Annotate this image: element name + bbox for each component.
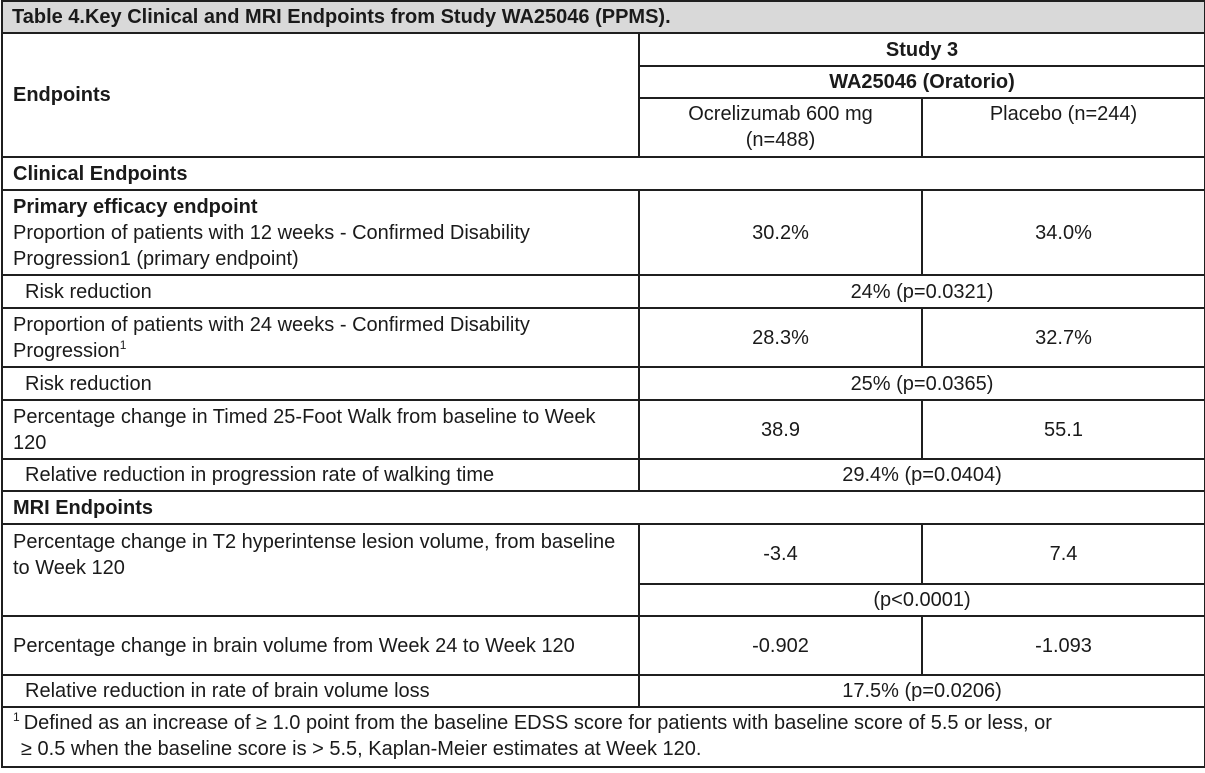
mri-section-heading: MRI Endpoints [2, 491, 1205, 524]
cdp12-ocrelizumab-value: 30.2% [639, 190, 922, 275]
t2-p-value: (p<0.0001) [639, 584, 1205, 616]
cdp24-label: Proportion of patients with 24 weeks - Confirmed Disability Progression [13, 313, 530, 362]
cdp24-ocrelizumab-value: 28.3% [639, 308, 922, 367]
brain-ocrelizumab-value: -0.902 [639, 616, 922, 675]
cdp24-risk-value: 25% (p=0.0365) [639, 367, 1205, 400]
primary-endpoint-heading: Primary efficacy endpoint [13, 195, 258, 218]
trial-header: WA25046 (Oratorio) [639, 66, 1205, 98]
ocrelizumab-header-line1: Ocrelizumab 600 mg [688, 103, 873, 125]
cdp24-risk-label: Risk reduction [2, 367, 639, 400]
walk-ocrelizumab-value: 38.9 [639, 400, 922, 459]
table-row-cdp24-risk [2, 367, 1205, 400]
cdp12-risk-label: Risk reduction [2, 275, 639, 308]
ocrelizumab-header-line2: (n=488) [745, 129, 816, 151]
walk-reduction-label: Relative reduction in progression rate of walking time [2, 459, 639, 491]
cdp24-footnote-mark: 1 [119, 337, 127, 352]
placebo-column-header: Placebo (n=244) [922, 98, 1205, 157]
table-row-walk [2, 400, 1205, 459]
cdp12-placebo-value: 34.0% [922, 190, 1205, 275]
footnote-mark: 1 [13, 710, 20, 724]
walk-reduction-value: 29.4% (p=0.0404) [639, 459, 1205, 491]
table-row-cdp24 [2, 308, 1205, 367]
table-row-walk-reduction [2, 459, 1205, 491]
ocrelizumab-column-header [639, 98, 922, 157]
header-row-study [2, 33, 1205, 66]
table-row-brain [2, 616, 1205, 675]
t2-ocrelizumab-value: -3.4 [639, 524, 922, 584]
brain-label: Percentage change in brain volume from Week 24 to Week 120 [2, 616, 639, 675]
cdp12-label-cell [2, 190, 639, 275]
section-row-mri [2, 491, 1205, 524]
brain-reduction-value: 17.5% (p=0.0206) [639, 675, 1205, 707]
table-row-cdp12-risk [2, 275, 1205, 308]
footnote [2, 707, 1205, 767]
walk-label: Percentage change in Timed 25-Foot Walk from baseline to Week 120 [2, 400, 639, 459]
brain-placebo-value: -1.093 [922, 616, 1205, 675]
brain-reduction-label: Relative reduction in rate of brain volume loss [2, 675, 639, 707]
t2-label: Percentage change in T2 hyperintense lesion volume, from baseline to Week 120 [2, 524, 639, 616]
cdp12-risk-value: 24% (p=0.0321) [639, 275, 1205, 308]
table-caption: Table 4.Key Clinical and MRI Endpoints from Study WA25046 (PPMS). [2, 1, 1205, 33]
cdp24-placebo-value: 32.7% [922, 308, 1205, 367]
document-page [1, 0, 1204, 772]
clinical-section-heading: Clinical Endpoints [2, 157, 1205, 190]
table-row-t2 [2, 524, 1205, 584]
study-header: Study 3 [639, 33, 1205, 66]
endpoints-header: Endpoints [2, 33, 639, 157]
endpoints-table [1, 0, 1205, 768]
section-row-clinical [2, 157, 1205, 190]
footnote-row [2, 707, 1205, 767]
footnote-line1: Defined as an increase of ≥ 1.0 point from the baseline EDSS score for patients with baseline score of 5.5 or less, or [23, 712, 1052, 734]
table-row-cdp12 [2, 190, 1205, 275]
table-caption-row [2, 1, 1205, 33]
cdp12-label: Proportion of patients with 12 weeks - Confirmed Disability Progression1 (primary endpoint) [13, 221, 530, 270]
cdp24-label-cell [2, 308, 639, 367]
footnote-line2: ≥ 0.5 when the baseline score is > 5.5, Kaplan-Meier estimates at Week 120. [21, 738, 702, 760]
walk-placebo-value: 55.1 [922, 400, 1205, 459]
t2-placebo-value: 7.4 [922, 524, 1205, 584]
table-row-brain-reduction [2, 675, 1205, 707]
